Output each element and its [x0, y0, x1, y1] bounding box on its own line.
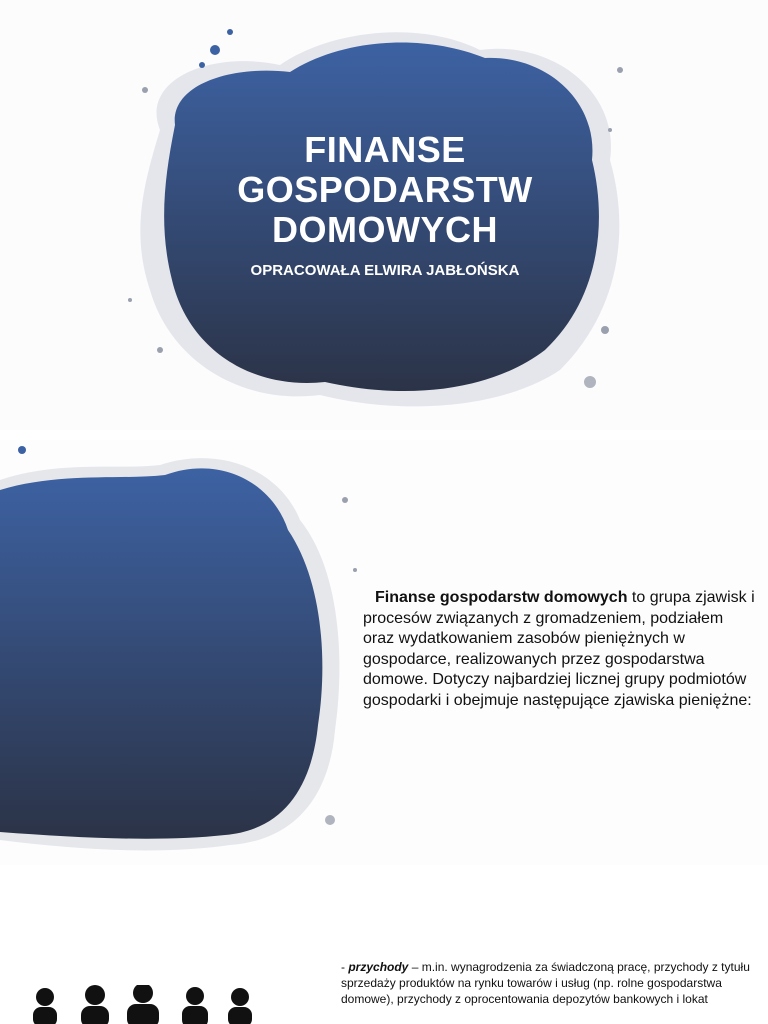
definition-slide	[0, 440, 768, 865]
title-slide	[0, 0, 768, 430]
ink-splash-blob	[0, 440, 370, 865]
presentation-title: FINANSE GOSPODARSTW DOMOWYCH	[237, 129, 533, 250]
people-silhouettes-icon	[25, 985, 265, 1024]
income-slide	[0, 935, 768, 1024]
list-dash: -	[341, 960, 349, 974]
definition-paragraph	[363, 588, 758, 711]
income-text: – m.in. wynagrodzenia za świadczoną pracę, przychody z tytułu sprzedaży produktów na rynku towarów i usług (np. rolne gospodarstwa domowe), przychody z oprocentowania depozytów bankowych i lokat	[341, 960, 750, 1006]
author-subtitle: OPRACOWAŁA ELWIRA JABŁOŃSKA	[250, 262, 520, 279]
definition-text: to grupa zjawisk i procesów związanych z gromadzeniem, podziałem oraz wydatkowaniem zasobów pieniężnych w gospodarce, realizowanych przez gospodarstwa domowe. Dotyczy najbardziej licznej grupy podmiotów gospodarki i obejmuje następujące zjawiska pieniężne:	[363, 589, 755, 709]
income-term: przychody	[348, 960, 409, 974]
income-description	[341, 959, 751, 1007]
definition-term: Finanse gospodarstw domowych	[375, 589, 628, 606]
